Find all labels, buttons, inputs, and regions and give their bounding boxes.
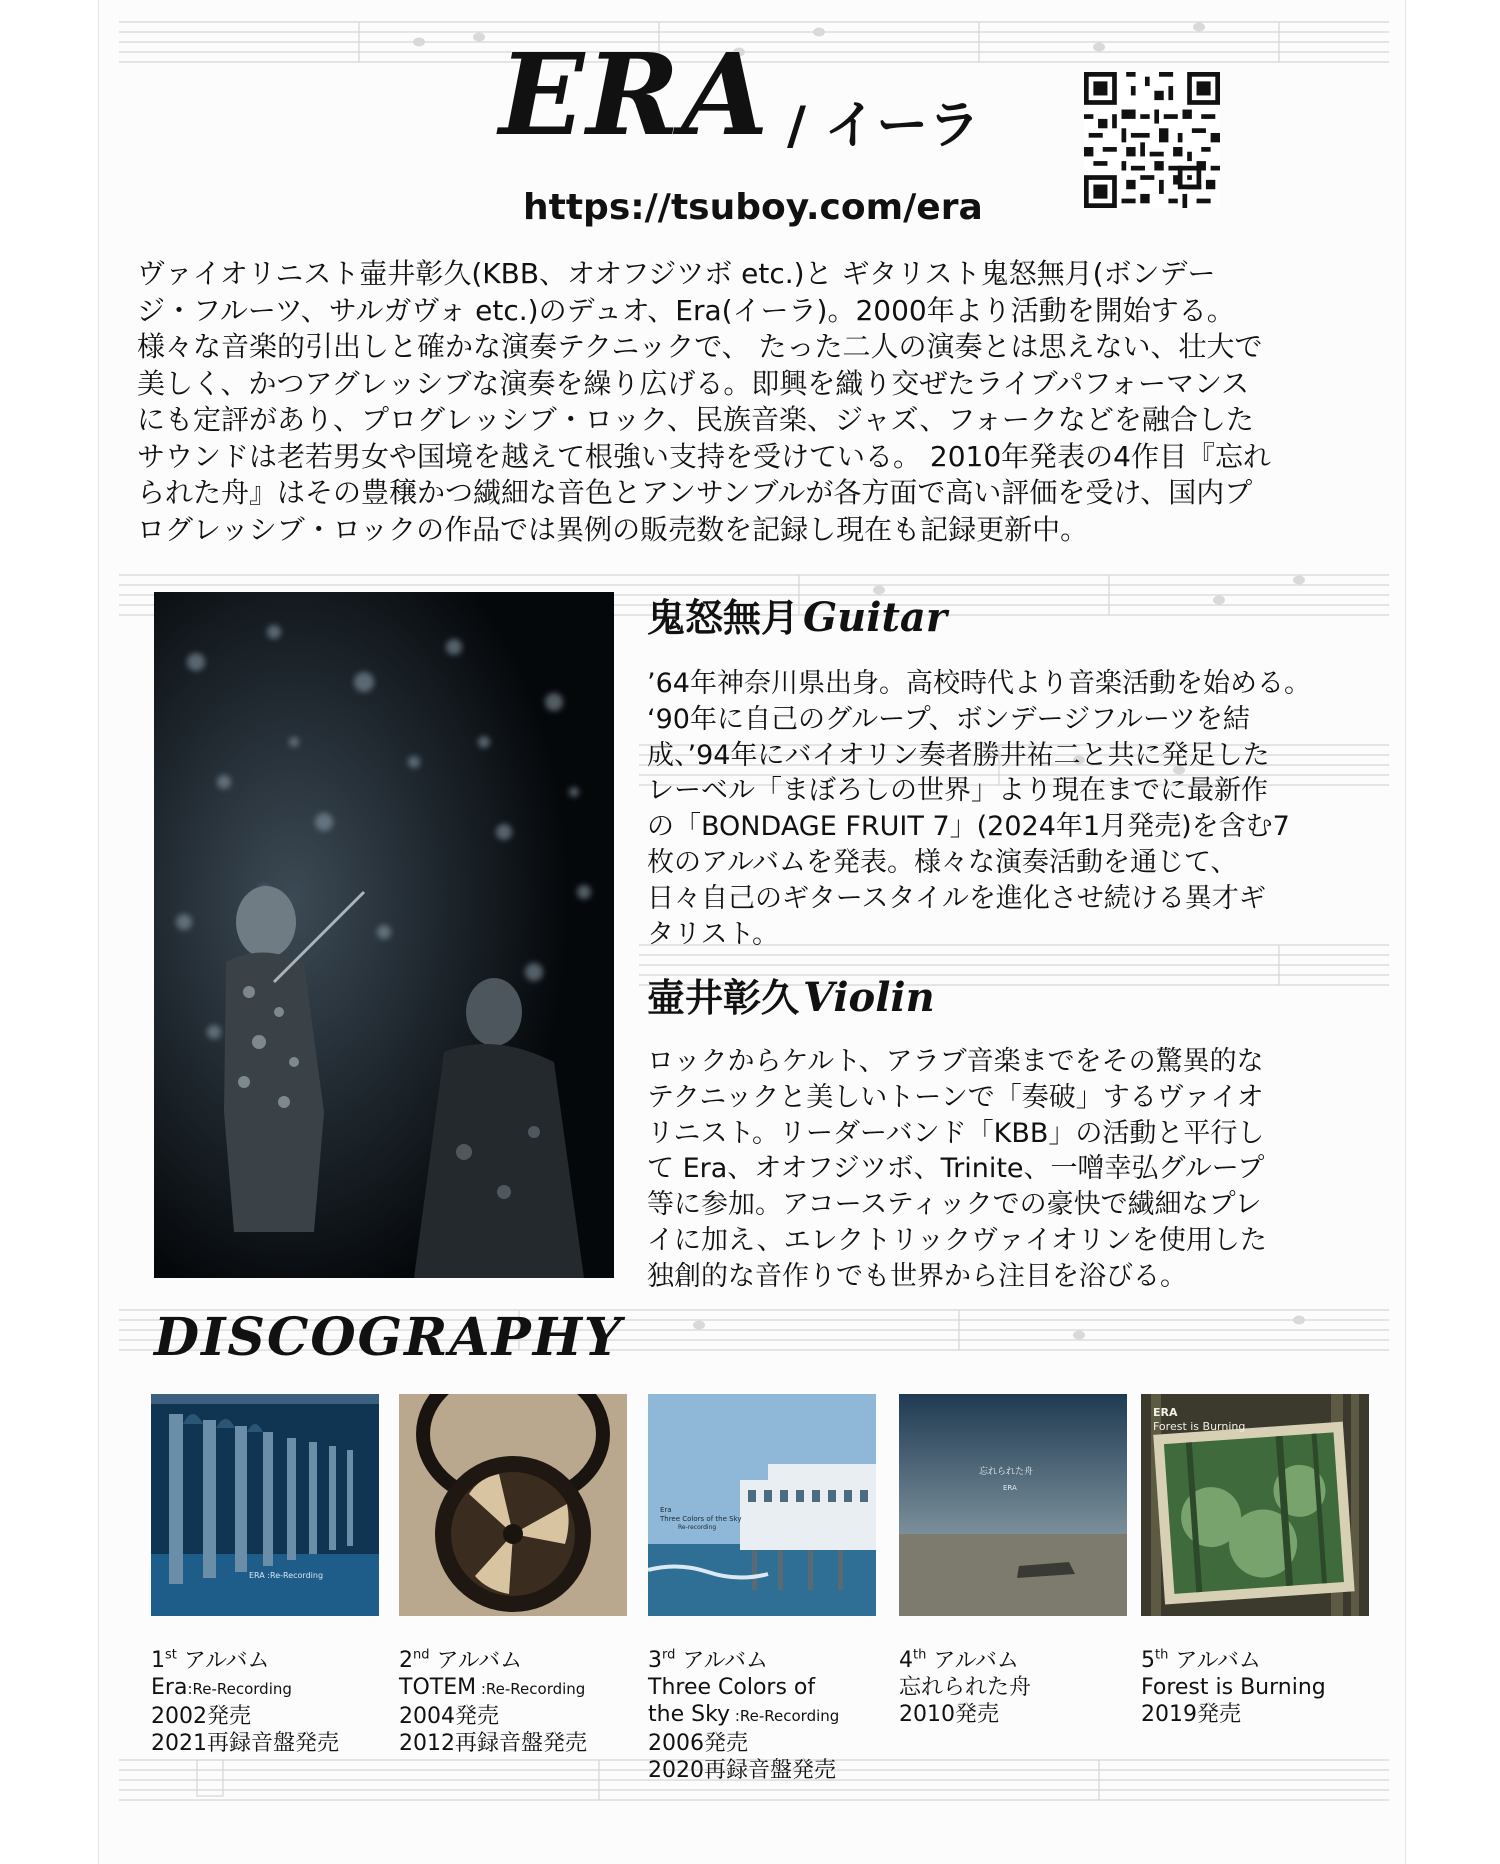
album-cover[interactable] xyxy=(648,1394,876,1616)
album-title: Forest is Burning xyxy=(1141,1675,1326,1701)
intro-line: 様々な音楽的引出しと確かな演奏テクニックで、 たった二人の演奏とは思えない、壮大で xyxy=(137,330,1263,363)
bio-line: ‘90年に自己のグループ、ボンデージフルーツを結 xyxy=(647,703,1250,735)
album-rerecord-year: 2021再録音盤発売 xyxy=(151,1731,339,1757)
album-release-year: 2010発売 xyxy=(899,1702,999,1728)
bio-line: レーベル「まぼろしの世界」より現在までに最新作 xyxy=(647,775,1268,807)
album-caption xyxy=(648,1642,876,1784)
member-instrument: Guitar xyxy=(803,594,947,641)
album-release-year: 2002発売 xyxy=(151,1704,251,1730)
album-release-year: 2004発売 xyxy=(399,1704,499,1730)
intro-paragraph xyxy=(137,256,1387,548)
album-release-year: 2019発売 xyxy=(1141,1702,1241,1728)
album-card-4[interactable] xyxy=(899,1394,1127,1728)
bio-line: 成、’94年にバイオリン奏者勝井祐二と共に発足した xyxy=(647,739,1270,771)
member-bio-violin xyxy=(647,1044,1367,1295)
album-card-2[interactable] xyxy=(399,1394,627,1757)
member-instrument: Violin xyxy=(803,974,935,1021)
album-ordinal: 3rd アルバム xyxy=(648,1648,768,1674)
member-name: 壷井彰久 xyxy=(647,976,800,1020)
qr-code-icon[interactable] xyxy=(1084,72,1220,208)
member-name-violin xyxy=(647,974,935,1021)
album-release-year: 2006発売 xyxy=(648,1731,748,1757)
album-ordinal: 4th アルバム xyxy=(899,1648,1019,1674)
website-url[interactable]: https://tsuboy.com/era xyxy=(523,187,983,228)
album-card-3[interactable] xyxy=(648,1394,876,1784)
cover-text: ERA xyxy=(1153,1406,1178,1419)
bio-line: イに加え、エレクトリックヴァイオリンを使用した xyxy=(647,1224,1267,1256)
bio-line: ’64年神奈川県出身。高校時代より音楽活動を始める。 xyxy=(647,668,1311,699)
bio-line: 独創的な音作りでも世界から注目を浴びる。 xyxy=(647,1260,1187,1292)
cover-text: 忘れられた舟 xyxy=(979,1467,1034,1477)
cover-text: ERA xyxy=(1003,1484,1017,1492)
cover-text: Re-recording xyxy=(678,1524,717,1531)
band-title: ERA xyxy=(499,30,771,161)
bio-line: 等に参加。アコースティックでの豪快で繊細なプレ xyxy=(647,1189,1262,1221)
album-caption xyxy=(899,1642,1127,1728)
cover-text: Era xyxy=(660,1506,672,1514)
album-ordinal: 5th アルバム xyxy=(1141,1648,1261,1674)
album-caption xyxy=(1141,1642,1369,1728)
bio-line: テクニックと美しいトーンで「奏破」するヴァイオ xyxy=(647,1081,1264,1113)
album-title: TOTEM :Re-Recording xyxy=(399,1675,586,1701)
album-ordinal: 1st アルバム xyxy=(151,1648,270,1674)
cover-text: Forest is Burning xyxy=(1153,1420,1246,1433)
album-card-5[interactable] xyxy=(1141,1394,1369,1728)
cover-text: ERA :Re-Recording xyxy=(249,1571,324,1580)
intro-line: ヴァイオリニスト壷井彰久(KBB、オオフジツボ etc.)と ギタリスト鬼怒無月(ボンデー xyxy=(137,257,1216,290)
album-rerecord-year: 2012再録音盤発売 xyxy=(399,1731,587,1757)
bio-line: の「BONDAGE FRUIT 7」(2024年1月発売)を含む7 xyxy=(647,811,1290,843)
member-bio-guitar xyxy=(647,666,1367,952)
intro-line: サウンドは老若男女や国境を越えて根強い支持を受けている。 2010年発表の4作目『忘れ xyxy=(137,439,1271,473)
bio-line: リニスト。リーダーバンド「KBB」の活動と平行し xyxy=(647,1117,1265,1149)
album-cover[interactable] xyxy=(151,1394,379,1616)
member-name-guitar xyxy=(647,594,947,641)
cover-text: Three Colors of the Sky xyxy=(660,1515,742,1523)
member-name: 鬼怒無月 xyxy=(647,596,800,640)
intro-line: 美しく、かつアグレッシブな演奏を繰り広げる。即興を織り交ぜたライブパフォーマンス xyxy=(137,366,1250,400)
intro-line: られた舟』はその豊穣かつ繊細な音色とアンサンブルが各方面で高い評価を受け、国内プ xyxy=(137,476,1253,509)
bio-line: て Era、オオフジツボ、Trinite、一噌幸弘グループ xyxy=(647,1153,1265,1185)
intro-line: にも定評があり、プログレッシブ・ロック、民族音楽、ジャズ、フォークなどを融合した xyxy=(137,403,1254,436)
album-title: Era:Re-Recording xyxy=(151,1675,292,1701)
bio-line: 枚のアルバムを発表。様々な演奏活動を通じて、 xyxy=(647,846,1238,878)
bio-line: タリスト。 xyxy=(647,918,780,950)
album-title-line: the Sky :Re-Recording xyxy=(648,1702,840,1728)
album-title: 忘れられた舟 xyxy=(899,1675,1032,1701)
discography-title: DISCOGRAPHY xyxy=(154,1307,623,1368)
flyer-sheet xyxy=(98,0,1406,1864)
album-title-line: Three Colors of xyxy=(648,1675,816,1701)
duo-photo xyxy=(154,592,614,1278)
album-ordinal: 2nd アルバム xyxy=(399,1648,523,1674)
album-caption xyxy=(399,1642,627,1757)
band-subtitle: / イーラ xyxy=(787,96,981,156)
bio-line: 日々自己のギタースタイルを進化させ続ける異才ギ xyxy=(647,882,1266,914)
intro-line: ログレッシブ・ロックの作品では異例の販売数を記録し現在も記録更新中。 xyxy=(137,512,1089,546)
album-cover[interactable] xyxy=(399,1394,627,1616)
album-rerecord-year: 2020再録音盤発売 xyxy=(648,1758,836,1784)
intro-line: ジ・フルーツ、サルガヴォ etc.)のデュオ、Era(イーラ)。2000年より活動を開始する。 xyxy=(137,293,1235,327)
album-card-1[interactable] xyxy=(151,1394,379,1757)
album-cover[interactable] xyxy=(899,1394,1127,1616)
album-cover[interactable] xyxy=(1141,1394,1369,1616)
bio-line: ロックからケルト、アラブ音楽までをその驚異的な xyxy=(647,1046,1264,1077)
album-caption xyxy=(151,1642,379,1757)
